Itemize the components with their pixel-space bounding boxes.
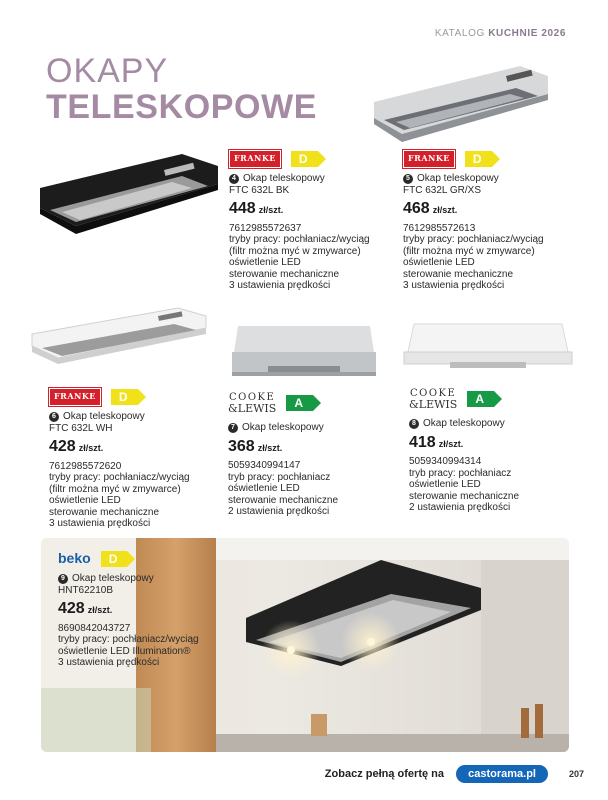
product-name-text: Okap teleskopowy <box>243 173 325 184</box>
price-unit: zł/szt. <box>432 205 458 215</box>
energy-label: D <box>291 151 318 167</box>
product-number-badge: 7 <box>228 423 238 433</box>
spec-line: oświetlenie LED <box>409 479 481 490</box>
hood-image-steel <box>370 62 552 150</box>
cta-text: Zobacz pełną ofertę na <box>324 768 444 780</box>
product-name <box>49 411 224 423</box>
price-value: 418 <box>409 433 436 451</box>
spec-line: 3 ustawienia prędkości <box>229 280 331 291</box>
product-name-text: Okap teleskopowy <box>242 422 324 433</box>
product-card-5[interactable] <box>403 148 573 292</box>
brand-row <box>403 148 573 170</box>
spec-line: sterowanie mechaniczne <box>403 268 514 280</box>
spec-line: (filtr można myć w zmywarce) <box>49 483 181 495</box>
page-number: 207 <box>568 769 584 779</box>
product-ean: 7612985572613 <box>403 222 476 234</box>
spec-line: oświetlenie LED <box>49 495 121 506</box>
product-name-text: Okap teleskopowy <box>63 411 145 422</box>
product-card-9[interactable] <box>58 548 258 669</box>
product-name <box>409 418 574 430</box>
brand-row <box>49 386 224 408</box>
cooke-logo-line1: COOKE <box>229 391 276 403</box>
spec-line: (filtr można myć w zmywarce) <box>403 245 535 257</box>
price-row <box>58 600 258 617</box>
product-ean: 5059340994314 <box>409 456 482 467</box>
product-number-badge: 4 <box>229 174 239 184</box>
spec-line: 3 ustawienia prędkości <box>58 657 160 668</box>
brand-row <box>228 392 393 414</box>
cooke-logo-line1: COOKE <box>410 387 457 399</box>
product-ean: 7612985572620 <box>49 460 122 472</box>
product-number-badge: 5 <box>403 174 413 184</box>
hood-image-white <box>28 304 210 368</box>
product-card-6[interactable] <box>49 386 224 530</box>
energy-label: D <box>101 551 128 567</box>
spec-line: tryby pracy: pochłaniacz/wyciąg <box>58 634 199 645</box>
product-number-badge: 9 <box>58 574 68 584</box>
cooke-lewis-logo <box>409 388 457 411</box>
hood-image-cooke-steel <box>228 322 380 382</box>
product-name <box>403 173 573 185</box>
catalog-label: KATALOG <box>434 28 485 39</box>
product-ean: 5059340994147 <box>228 460 301 471</box>
catalog-name: KUCHNIE 2026 <box>488 28 566 39</box>
price-value: 368 <box>228 437 255 455</box>
price-unit: zł/szt. <box>257 442 283 453</box>
spec-line: tryb pracy: pochłaniacz <box>409 467 512 479</box>
product-name-text: Okap teleskopowy <box>72 573 154 584</box>
spec-line: sterowanie mechaniczne <box>228 494 339 506</box>
page-title-line1: OKAPY <box>46 52 169 90</box>
product-card-8[interactable] <box>409 388 574 514</box>
spec-line: sterowanie mechaniczne <box>229 268 340 280</box>
price-row <box>49 438 224 455</box>
price-unit: zł/szt. <box>438 438 464 449</box>
product-model: FTC 632L BK <box>229 184 290 196</box>
franke-logo: FRANKE <box>49 388 101 406</box>
spec-line: 3 ustawienia prędkości <box>49 518 151 529</box>
energy-label: A <box>286 395 313 411</box>
product-ean: 7612985572637 <box>229 222 302 234</box>
page-title-line2: TELESKOPOWE <box>46 88 318 126</box>
spec-line: oświetlenie LED <box>229 257 301 268</box>
energy-label: D <box>111 389 138 405</box>
product-name <box>228 422 393 434</box>
catalog-header <box>435 28 566 39</box>
product-model: FTC 632L WH <box>49 422 113 434</box>
product-name-text: Okap teleskopowy <box>417 173 499 184</box>
cooke-lewis-logo <box>228 392 276 415</box>
price-value: 428 <box>49 438 76 455</box>
spec-line: tryby pracy: pochłaniacz/wyciąg <box>49 472 190 483</box>
spec-line: 2 ustawienia prędkości <box>409 502 511 513</box>
price-row <box>403 200 573 217</box>
brand-row <box>229 148 389 170</box>
product-model: HNT62210B <box>58 584 114 596</box>
product-number-badge: 8 <box>409 419 419 429</box>
product-number-badge: 6 <box>49 412 59 422</box>
product-name-text: Okap teleskopowy <box>423 418 505 429</box>
price-row <box>409 433 574 451</box>
spec-line: oświetlenie LED <box>228 483 300 494</box>
price-unit: zł/szt. <box>258 205 284 215</box>
spec-line: tryby pracy: pochłaniacz/wyciąg <box>403 234 544 245</box>
price-row <box>228 437 393 455</box>
product-card-4[interactable] <box>229 148 389 292</box>
energy-label: A <box>467 391 494 407</box>
castorama-link-button[interactable]: castorama.pl <box>456 765 548 783</box>
energy-label: D <box>465 151 492 167</box>
product-ean: 8690842043727 <box>58 622 131 634</box>
franke-logo: FRANKE <box>229 150 281 168</box>
beko-logo: beko <box>58 550 91 567</box>
spec-line: 2 ustawienia prędkości <box>228 506 330 517</box>
spec-line: tryb pracy: pochłaniacz <box>228 471 331 483</box>
product-model: FTC 632L GR/XS <box>403 184 481 196</box>
spec-line: sterowanie mechaniczne <box>409 490 520 502</box>
spec-line: tryby pracy: pochłaniacz/wyciąg <box>229 234 370 245</box>
brand-row <box>409 388 574 410</box>
hood-image-cooke-white <box>400 322 576 374</box>
franke-logo: FRANKE <box>403 150 455 168</box>
price-value: 448 <box>229 200 256 217</box>
spec-line: oświetlenie LED <box>403 257 475 268</box>
spec-line: 3 ustawienia prędkości <box>403 280 505 291</box>
price-row <box>229 200 389 217</box>
product-card-7[interactable] <box>228 392 393 518</box>
price-value: 468 <box>403 200 430 217</box>
price-unit: zł/szt. <box>87 605 113 615</box>
price-value: 428 <box>58 600 85 617</box>
hood-image-black <box>32 150 222 242</box>
price-unit: zł/szt. <box>78 443 104 453</box>
cooke-logo-line2: &LEWIS <box>409 397 458 411</box>
spec-line: oświetlenie LED Illumination® <box>58 645 191 657</box>
spec-line: sterowanie mechaniczne <box>49 506 160 518</box>
product-name <box>229 173 389 185</box>
cooke-logo-line2: &LEWIS <box>228 401 277 415</box>
product-name <box>58 573 258 585</box>
brand-row <box>58 548 258 570</box>
spec-line: (filtr można myć w zmywarce) <box>229 245 361 257</box>
footer <box>0 765 608 785</box>
